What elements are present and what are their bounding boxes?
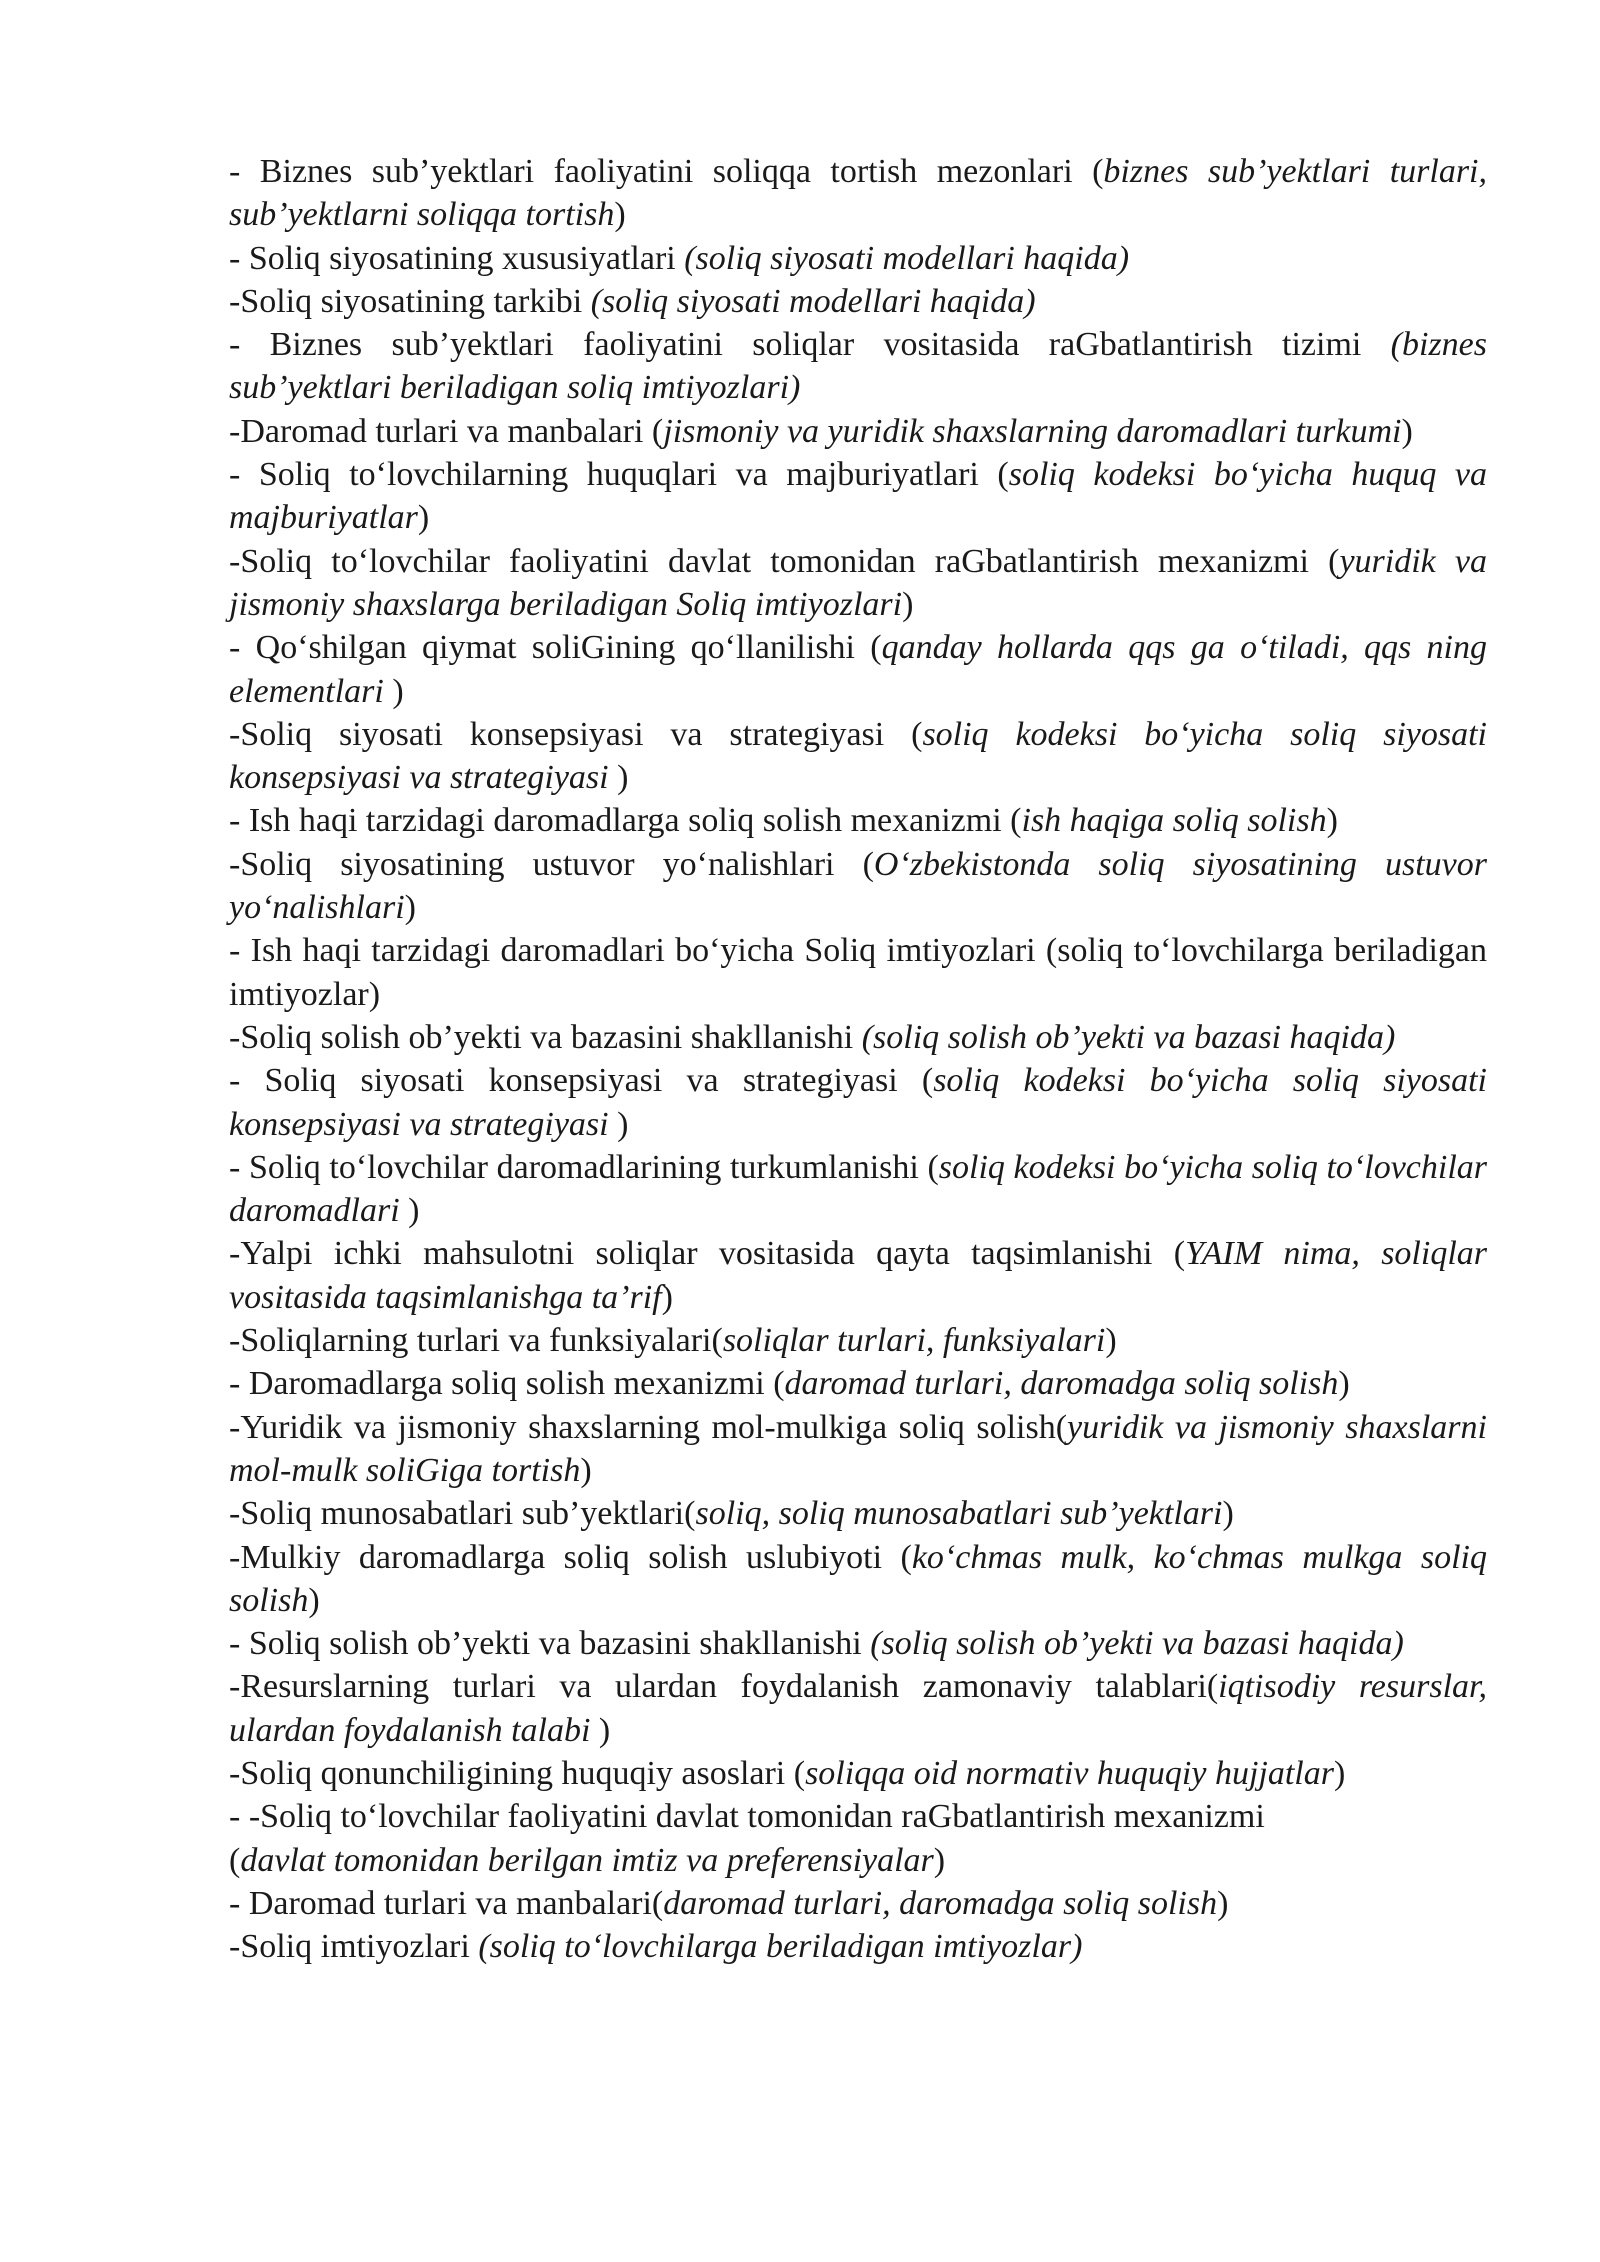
item-text: -Mulkiy daromadlarga soliq solish uslubiyoti ( <box>229 1538 912 1576</box>
item-italic-text: ish haqiga soliq solish <box>1021 802 1327 840</box>
list-item <box>229 1016 1487 1059</box>
item-text: - Soliq to‘lovchilarning huquqlari va majburiyatlari ( <box>229 456 1009 494</box>
item-text: - Soliq siyosati konsepsiyasi va strategiyasi ( <box>229 1062 934 1100</box>
list-item <box>229 1752 1487 1795</box>
item-text: -Resurslarning turlari va ulardan foydalanish zamonaviy talablari( <box>229 1668 1219 1706</box>
list-item <box>229 1319 1487 1362</box>
item-text: -Soliq munosabatlari sub’yektlari( <box>229 1495 696 1533</box>
item-text: - Soliq to‘lovchilar daromadlarining turkumlanishi ( <box>229 1148 939 1186</box>
list-item <box>229 410 1487 453</box>
item-closing: ) <box>404 889 416 927</box>
item-closing: ) <box>392 672 404 710</box>
list-item <box>229 1362 1487 1405</box>
item-text: -Yalpi ichki mahsulotni soliqlar vositasida qayta taqsimlanishi ( <box>229 1235 1186 1273</box>
list-item <box>229 626 1487 713</box>
item-italic-text: (soliq siyosati modellari haqida) <box>590 282 1036 320</box>
list-item <box>229 1059 1487 1146</box>
list-item <box>229 1665 1487 1752</box>
list-item <box>229 453 1487 540</box>
item-text: -Soliq siyosati konsepsiyasi va strategiyasi ( <box>229 715 923 753</box>
item-italic-text: (soliq solish ob’yekti va bazasi haqida) <box>870 1625 1404 1663</box>
item-italic-text: (biznes sub’yektlari beriladigan soliq imtiyozlari) <box>229 326 1487 407</box>
item-closing: ) <box>1326 802 1338 840</box>
item-italic-text: davlat tomonidan berilgan imtiz va preferensiyalar <box>240 1841 934 1879</box>
item-closing: ) <box>933 1841 946 1879</box>
list-item <box>229 280 1487 323</box>
item-italic-text: qanday hollarda qqs ga o‘tiladi, qqs ning elementlari <box>229 629 1487 710</box>
item-italic-text: YAIM nima, soliqlar vositasida taqsimlanishga ta’rif <box>229 1235 1487 1316</box>
list-item <box>229 540 1487 627</box>
item-text: - Biznes sub’yektlari faoliyatini soliqlar vositasida raGbatlantirish tizimi <box>229 326 1391 364</box>
document-page <box>229 150 1487 1968</box>
item-italic-text: yuridik va jismoniy shaxslarga beriladigan Soliq imtiyozlari <box>229 542 1487 623</box>
item-italic-text: (soliq solish ob’yekti va bazasi haqida) <box>861 1018 1396 1056</box>
item-closing: ) <box>408 1192 420 1230</box>
item-italic-text: (soliq siyosati modellari haqida) <box>684 239 1130 277</box>
item-text: -Soliq solish ob’yekti va bazasini shakllanishi <box>229 1018 862 1056</box>
item-closing: ) <box>617 759 629 797</box>
item-closing: ) <box>1105 1322 1117 1360</box>
list-item <box>229 1536 1487 1623</box>
item-text: -Yuridik va jismoniy shaxslarning mol-mulkiga soliq solish( <box>229 1408 1068 1446</box>
item-italic-text: soliq kodeksi bo‘yicha soliq siyosati konsepsiyasi va strategiyasi <box>229 1062 1487 1143</box>
list-item <box>229 843 1487 930</box>
list-item <box>229 1406 1487 1493</box>
item-text: -Soliqlarning turlari va funksiyalari( <box>229 1322 723 1360</box>
item-italic-text: biznes sub’yektlari turlari, sub’yektlarni soliqqa tortish <box>229 153 1487 234</box>
item-italic-text: soliq, soliq munosabatlari sub’yektlari <box>695 1495 1223 1533</box>
item-text: - Ish haqi tarzidagi daromadlari bo‘yicha Soliq imtiyozlari (soliq to‘lovchilarga beriladigan imtiyozlar) <box>229 932 1487 1013</box>
item-italic-text: O‘zbekistonda soliq siyosatining ustuvor yo‘nalishlari <box>229 845 1487 927</box>
item-closing: ) <box>1217 1884 1229 1922</box>
item-italic-text: soliq kodeksi bo‘yicha huquq va majburiyatlar <box>229 456 1487 537</box>
item-text: -Soliq imtiyozlari <box>229 1928 479 1966</box>
item-italic-text: soliq kodeksi bo‘yicha soliq siyosati konsepsiyasi va strategiyasi <box>229 715 1487 797</box>
item-closing: ) <box>308 1581 320 1619</box>
list-item <box>229 1622 1487 1665</box>
item-text: - -Soliq to‘lovchilar faoliyatini davlat tomonidan raGbatlantirish mexanizmi <box>229 1798 1265 1836</box>
item-text: -Soliq siyosatining tarkibi <box>229 282 591 320</box>
item-italic-text: jismoniy va yuridik shaxslarning daromadlari turkumi <box>663 412 1402 450</box>
list-item <box>229 323 1487 410</box>
item-text: - Qo‘shilgan qiymat soliGining qo‘llanilishi ( <box>229 629 882 667</box>
item-text: - Ish haqi tarzidagi daromadlarga soliq solish mexanizmi ( <box>229 802 1022 840</box>
item-italic-text: daromad turlari, daromadga soliq solish <box>663 1884 1218 1922</box>
item-closing: ) <box>417 499 430 537</box>
item-text: - Daromadlarga soliq solish mexanizmi ( <box>229 1365 785 1403</box>
item-text: - Biznes sub’yektlari faoliyatini soliqqa tortish mezonlari ( <box>229 153 1104 190</box>
item-italic-text: soliqqa oid normativ huquqiy hujjatlar <box>805 1754 1334 1792</box>
item-text: ( <box>229 1841 241 1879</box>
list-item <box>229 237 1487 280</box>
list-item <box>229 1232 1487 1319</box>
item-text: -Soliq to‘lovchilar faoliyatini davlat tomonidan raGbatlantirish mexanizmi ( <box>229 542 1340 580</box>
item-closing: ) <box>598 1711 611 1749</box>
item-italic-text: (soliq to‘lovchilarga beriladigan imtiyozlar) <box>478 1928 1083 1966</box>
item-closing: ) <box>1333 1754 1346 1792</box>
item-text: - Soliq siyosatining xususiyatlari <box>229 239 685 277</box>
item-text: -Daromad turlari va manbalari ( <box>229 412 664 450</box>
item-closing: ) <box>1401 412 1413 450</box>
item-closing: ) <box>580 1451 592 1489</box>
list-item <box>229 1925 1487 1968</box>
item-italic-text: iqtisodiy resurslar, ulardan foydalanish talabi <box>229 1668 1487 1749</box>
item-italic-text: daromad turlari, daromadga soliq solish <box>784 1365 1339 1403</box>
list-item <box>229 1882 1487 1925</box>
item-text: -Soliq siyosatining ustuvor yo‘nalishlari ( <box>229 845 874 883</box>
item-italic-text: ko‘chmas mulk, ko‘chmas mulkga soliq solish <box>229 1538 1487 1619</box>
item-closing: ) <box>614 196 626 234</box>
item-closing: ) <box>1222 1495 1234 1533</box>
list-item <box>229 929 1487 1016</box>
item-closing: ) <box>617 1105 629 1143</box>
list-item <box>229 799 1487 842</box>
item-italic-text: yuridik va jismoniy shaxslarni mol-mulk soliGiga tortish <box>229 1408 1487 1489</box>
list-item <box>229 1795 1487 1838</box>
list-item <box>229 150 1487 237</box>
item-text: - Soliq solish ob’yekti va bazasini shakllanishi <box>229 1625 871 1663</box>
list-item <box>229 1146 1487 1233</box>
list-item <box>229 713 1487 800</box>
item-text: -Soliq qonunchiligining huquqiy asoslari ( <box>229 1754 806 1792</box>
item-italic-text: soliq kodeksi bo‘yicha soliq to‘lovchilar daromadlari <box>229 1148 1487 1230</box>
list-item <box>229 1492 1487 1535</box>
list-item <box>229 1839 1487 1882</box>
item-closing: ) <box>661 1278 673 1316</box>
item-text: - Daromad turlari va manbalari( <box>229 1884 664 1922</box>
item-closing: ) <box>1338 1365 1350 1403</box>
item-closing: ) <box>902 585 914 623</box>
item-italic-text: soliqlar turlari, funksiyalari <box>722 1322 1106 1360</box>
